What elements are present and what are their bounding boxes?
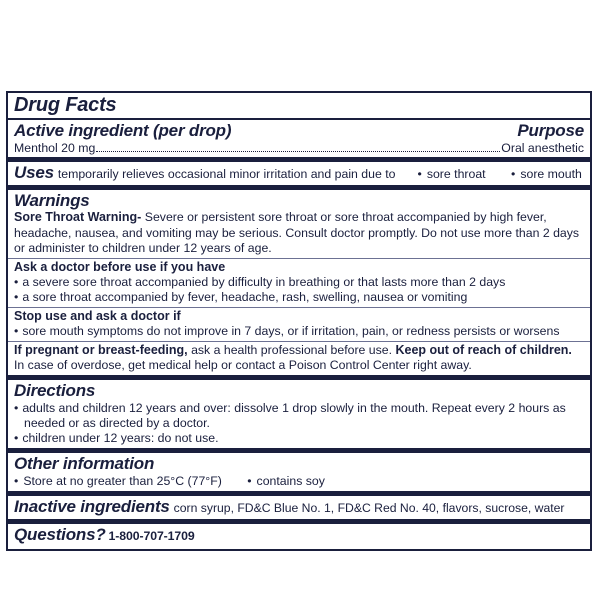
pregnancy-bold-lead: If pregnant or breast-feeding, <box>14 343 188 358</box>
warnings-heading: Warnings <box>14 190 90 210</box>
keep-out-of-reach-text: Keep out of reach of children. <box>395 343 572 358</box>
active-ingredient-section <box>8 120 590 157</box>
uses-bullet: • sore mouth <box>489 167 582 181</box>
sore-throat-warning <box>14 210 584 255</box>
other-information-heading: Other information <box>14 454 155 474</box>
other-info-bullet: • contains soy <box>225 474 325 488</box>
directions-list <box>14 401 584 446</box>
ask-doctor-list <box>14 275 584 305</box>
questions-section <box>8 524 590 549</box>
pregnancy-mid-text: ask a health professional before use. <box>191 343 393 358</box>
uses-text: temporarily relieves occasional minor irritation and pain due to <box>57 166 396 181</box>
overdose-text: In case of overdose, get medical help or contact a Poison Control Center right away. <box>14 358 472 373</box>
other-info-bullet: • Store at no greater than 25°C (77°F) <box>14 474 222 488</box>
questions-phone-number[interactable]: 1-800-707-1709 <box>108 528 195 543</box>
list-item: • children under 12 years: do not use. <box>14 431 584 446</box>
list-item: • adults and children 12 years and over: dissolve 1 drop slowly in the mouth. Repeat every 2 hours as needed or as directed by a doctor. <box>14 401 584 431</box>
sore-throat-warning-text: Severe or persistent sore throat or sore throat accompanied by high fever, headache, nausea, and vomiting may be serious. Consult doctor promptly. Do not use more than 2 days or administer to children under 12 years of age. <box>14 210 580 255</box>
warnings-section <box>8 190 590 258</box>
stop-use-section <box>8 308 590 341</box>
inactive-ingredients-section <box>8 496 590 519</box>
uses-section <box>8 162 590 185</box>
list-item: • sore mouth symptoms do not improve in 7 days, or if irritation, pain, or redness persists or worsens <box>14 324 584 339</box>
active-ingredient-row <box>14 141 584 155</box>
uses-heading: Uses <box>14 162 54 182</box>
directions-section <box>8 380 590 448</box>
questions-heading: Questions? <box>14 524 106 544</box>
purpose-heading: Purpose <box>517 121 584 141</box>
sore-throat-warning-label: Sore Throat Warning- <box>14 210 142 225</box>
drug-facts-label <box>6 91 592 551</box>
ask-doctor-heading: Ask a doctor before use if you have <box>14 259 226 274</box>
inactive-ingredients-text: corn syrup, FD&C Blue No. 1, FD&C Red No. 40, flavors, sucrose, water <box>173 500 565 515</box>
stop-use-heading: Stop use and ask a doctor if <box>14 308 181 323</box>
dot-leader <box>96 151 500 152</box>
list-item: • a sore throat accompanied by fever, headache, rash, swelling, nausea or vomiting <box>14 290 584 305</box>
pregnancy-warning-text <box>14 343 584 373</box>
list-item: • a severe sore throat accompanied by difficulty in breathing or that lasts more than 2 days <box>14 275 584 290</box>
uses-bullet: • sore throat <box>396 167 486 181</box>
pregnancy-warning-section <box>8 342 590 375</box>
ask-doctor-section <box>8 259 590 307</box>
drug-facts-title-section <box>8 93 590 118</box>
other-information-section <box>8 453 590 491</box>
other-information-bullets <box>14 474 584 489</box>
active-ingredient-heading: Active ingredient (per drop) <box>14 121 232 141</box>
inactive-ingredients-heading: Inactive ingredients <box>14 496 170 516</box>
directions-heading: Directions <box>14 381 96 401</box>
active-ingredient-purpose: Oral anesthetic <box>501 140 584 155</box>
stop-use-list <box>14 324 584 339</box>
active-ingredient-name: Menthol 20 mg <box>14 140 96 155</box>
drug-facts-title: Drug Facts <box>14 94 117 116</box>
